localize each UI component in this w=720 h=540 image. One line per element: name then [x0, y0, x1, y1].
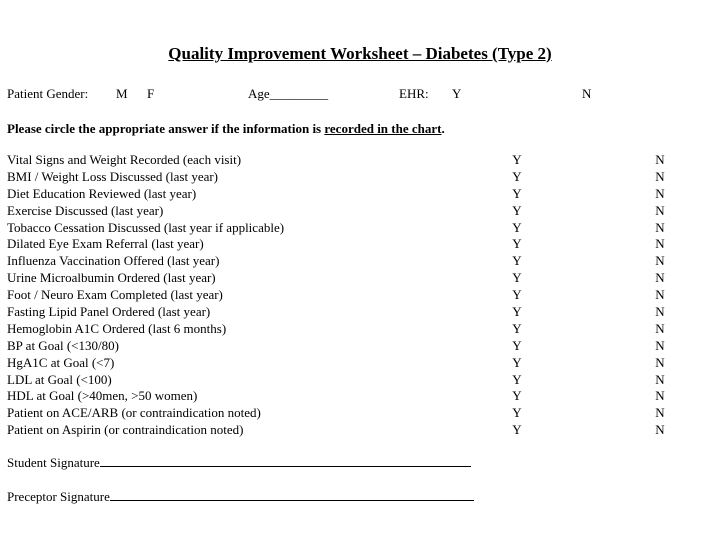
- yes-option[interactable]: Y: [512, 152, 522, 167]
- checklist-item: Dilated Eye Exam Referral (last year): [7, 236, 204, 252]
- yes-option[interactable]: Y: [512, 337, 522, 353]
- checklist-item: Vital Signs and Weight Recorded (each visit): [7, 152, 242, 167]
- checklist-item: HDL at Goal (>40men, >50 women): [7, 388, 198, 404]
- yes-option[interactable]: Y: [512, 185, 522, 201]
- student-signature-label: Student Signature: [7, 455, 100, 470]
- yes-column: [510, 152, 524, 439]
- preceptor-signature: [7, 489, 474, 505]
- worksheet-title: Quality Improvement Worksheet – Diabetes (Type 2): [168, 44, 552, 63]
- yes-option[interactable]: Y: [512, 236, 522, 252]
- yes-option[interactable]: Y: [512, 168, 522, 184]
- ehr-option-n[interactable]: N: [582, 86, 592, 101]
- no-column: [653, 152, 667, 439]
- ehr-label: EHR:: [399, 86, 429, 101]
- checklist-item: Tobacco Cessation Discussed (last year if applicable): [7, 219, 285, 235]
- yes-option[interactable]: Y: [512, 219, 522, 235]
- checklist-item: BMI / Weight Loss Discussed (last year): [7, 168, 219, 184]
- no-option[interactable]: N: [655, 253, 665, 269]
- no-option[interactable]: N: [655, 320, 665, 336]
- gender-label: Patient Gender:: [7, 86, 89, 101]
- yes-option[interactable]: Y: [512, 405, 522, 421]
- student-signature: [7, 455, 471, 471]
- yes-option[interactable]: Y: [512, 388, 522, 404]
- instructions-prefix: Please circle the appropriate answer if the information is: [7, 121, 325, 136]
- ehr-option-y[interactable]: Y: [452, 86, 462, 101]
- no-option[interactable]: N: [655, 185, 665, 201]
- instructions-underlined: recorded in the chart: [324, 121, 442, 136]
- no-option[interactable]: N: [655, 304, 665, 320]
- instructions-suffix: .: [441, 121, 445, 136]
- no-option[interactable]: N: [655, 422, 665, 438]
- no-option[interactable]: N: [655, 388, 665, 404]
- yes-option[interactable]: Y: [512, 304, 522, 320]
- checklist-item: Patient on Aspirin (or contraindication noted): [7, 422, 244, 438]
- checklist-items: [7, 152, 477, 439]
- age-field[interactable]: Age_________: [248, 86, 329, 101]
- yes-option[interactable]: Y: [512, 287, 522, 303]
- preceptor-signature-label: Preceptor Signature: [7, 489, 110, 504]
- checklist-item: Hemoglobin A1C Ordered (last 6 months): [7, 320, 227, 336]
- checklist-item: Diet Education Reviewed (last year): [7, 185, 197, 201]
- checklist-item: Patient on ACE/ARB (or contraindication noted): [7, 405, 261, 421]
- checklist-item: LDL at Goal (<100): [7, 371, 112, 387]
- yes-option[interactable]: Y: [512, 422, 522, 438]
- preceptor-signature-line[interactable]: [110, 489, 474, 501]
- no-option[interactable]: N: [655, 371, 665, 387]
- yes-option[interactable]: Y: [512, 320, 522, 336]
- checklist-item: HgA1C at Goal (<7): [7, 354, 115, 370]
- instructions: [7, 121, 445, 137]
- checklist-item: Foot / Neuro Exam Completed (last year): [7, 287, 223, 303]
- no-option[interactable]: N: [655, 152, 665, 167]
- checklist-item: Urine Microalbumin Ordered (last year): [7, 270, 216, 286]
- checklist-item: Fasting Lipid Panel Ordered (last year): [7, 304, 211, 320]
- no-option[interactable]: N: [655, 168, 665, 184]
- gender-option-f[interactable]: F: [147, 86, 155, 101]
- no-option[interactable]: N: [655, 270, 665, 286]
- checklist-item: Influenza Vaccination Offered (last year): [7, 253, 220, 269]
- checklist-item: BP at Goal (<130/80): [7, 337, 119, 353]
- student-signature-line[interactable]: [100, 455, 471, 467]
- gender-option-m[interactable]: M: [116, 86, 128, 101]
- yes-option[interactable]: Y: [512, 202, 522, 218]
- yes-option[interactable]: Y: [512, 253, 522, 269]
- yes-option[interactable]: Y: [512, 354, 522, 370]
- yes-option[interactable]: Y: [512, 371, 522, 387]
- no-option[interactable]: N: [655, 219, 665, 235]
- checklist-item: Exercise Discussed (last year): [7, 202, 164, 218]
- no-option[interactable]: N: [655, 236, 665, 252]
- no-option[interactable]: N: [655, 287, 665, 303]
- no-option[interactable]: N: [655, 337, 665, 353]
- no-option[interactable]: N: [655, 405, 665, 421]
- yes-option[interactable]: Y: [512, 270, 522, 286]
- no-option[interactable]: N: [655, 354, 665, 370]
- no-option[interactable]: N: [655, 202, 665, 218]
